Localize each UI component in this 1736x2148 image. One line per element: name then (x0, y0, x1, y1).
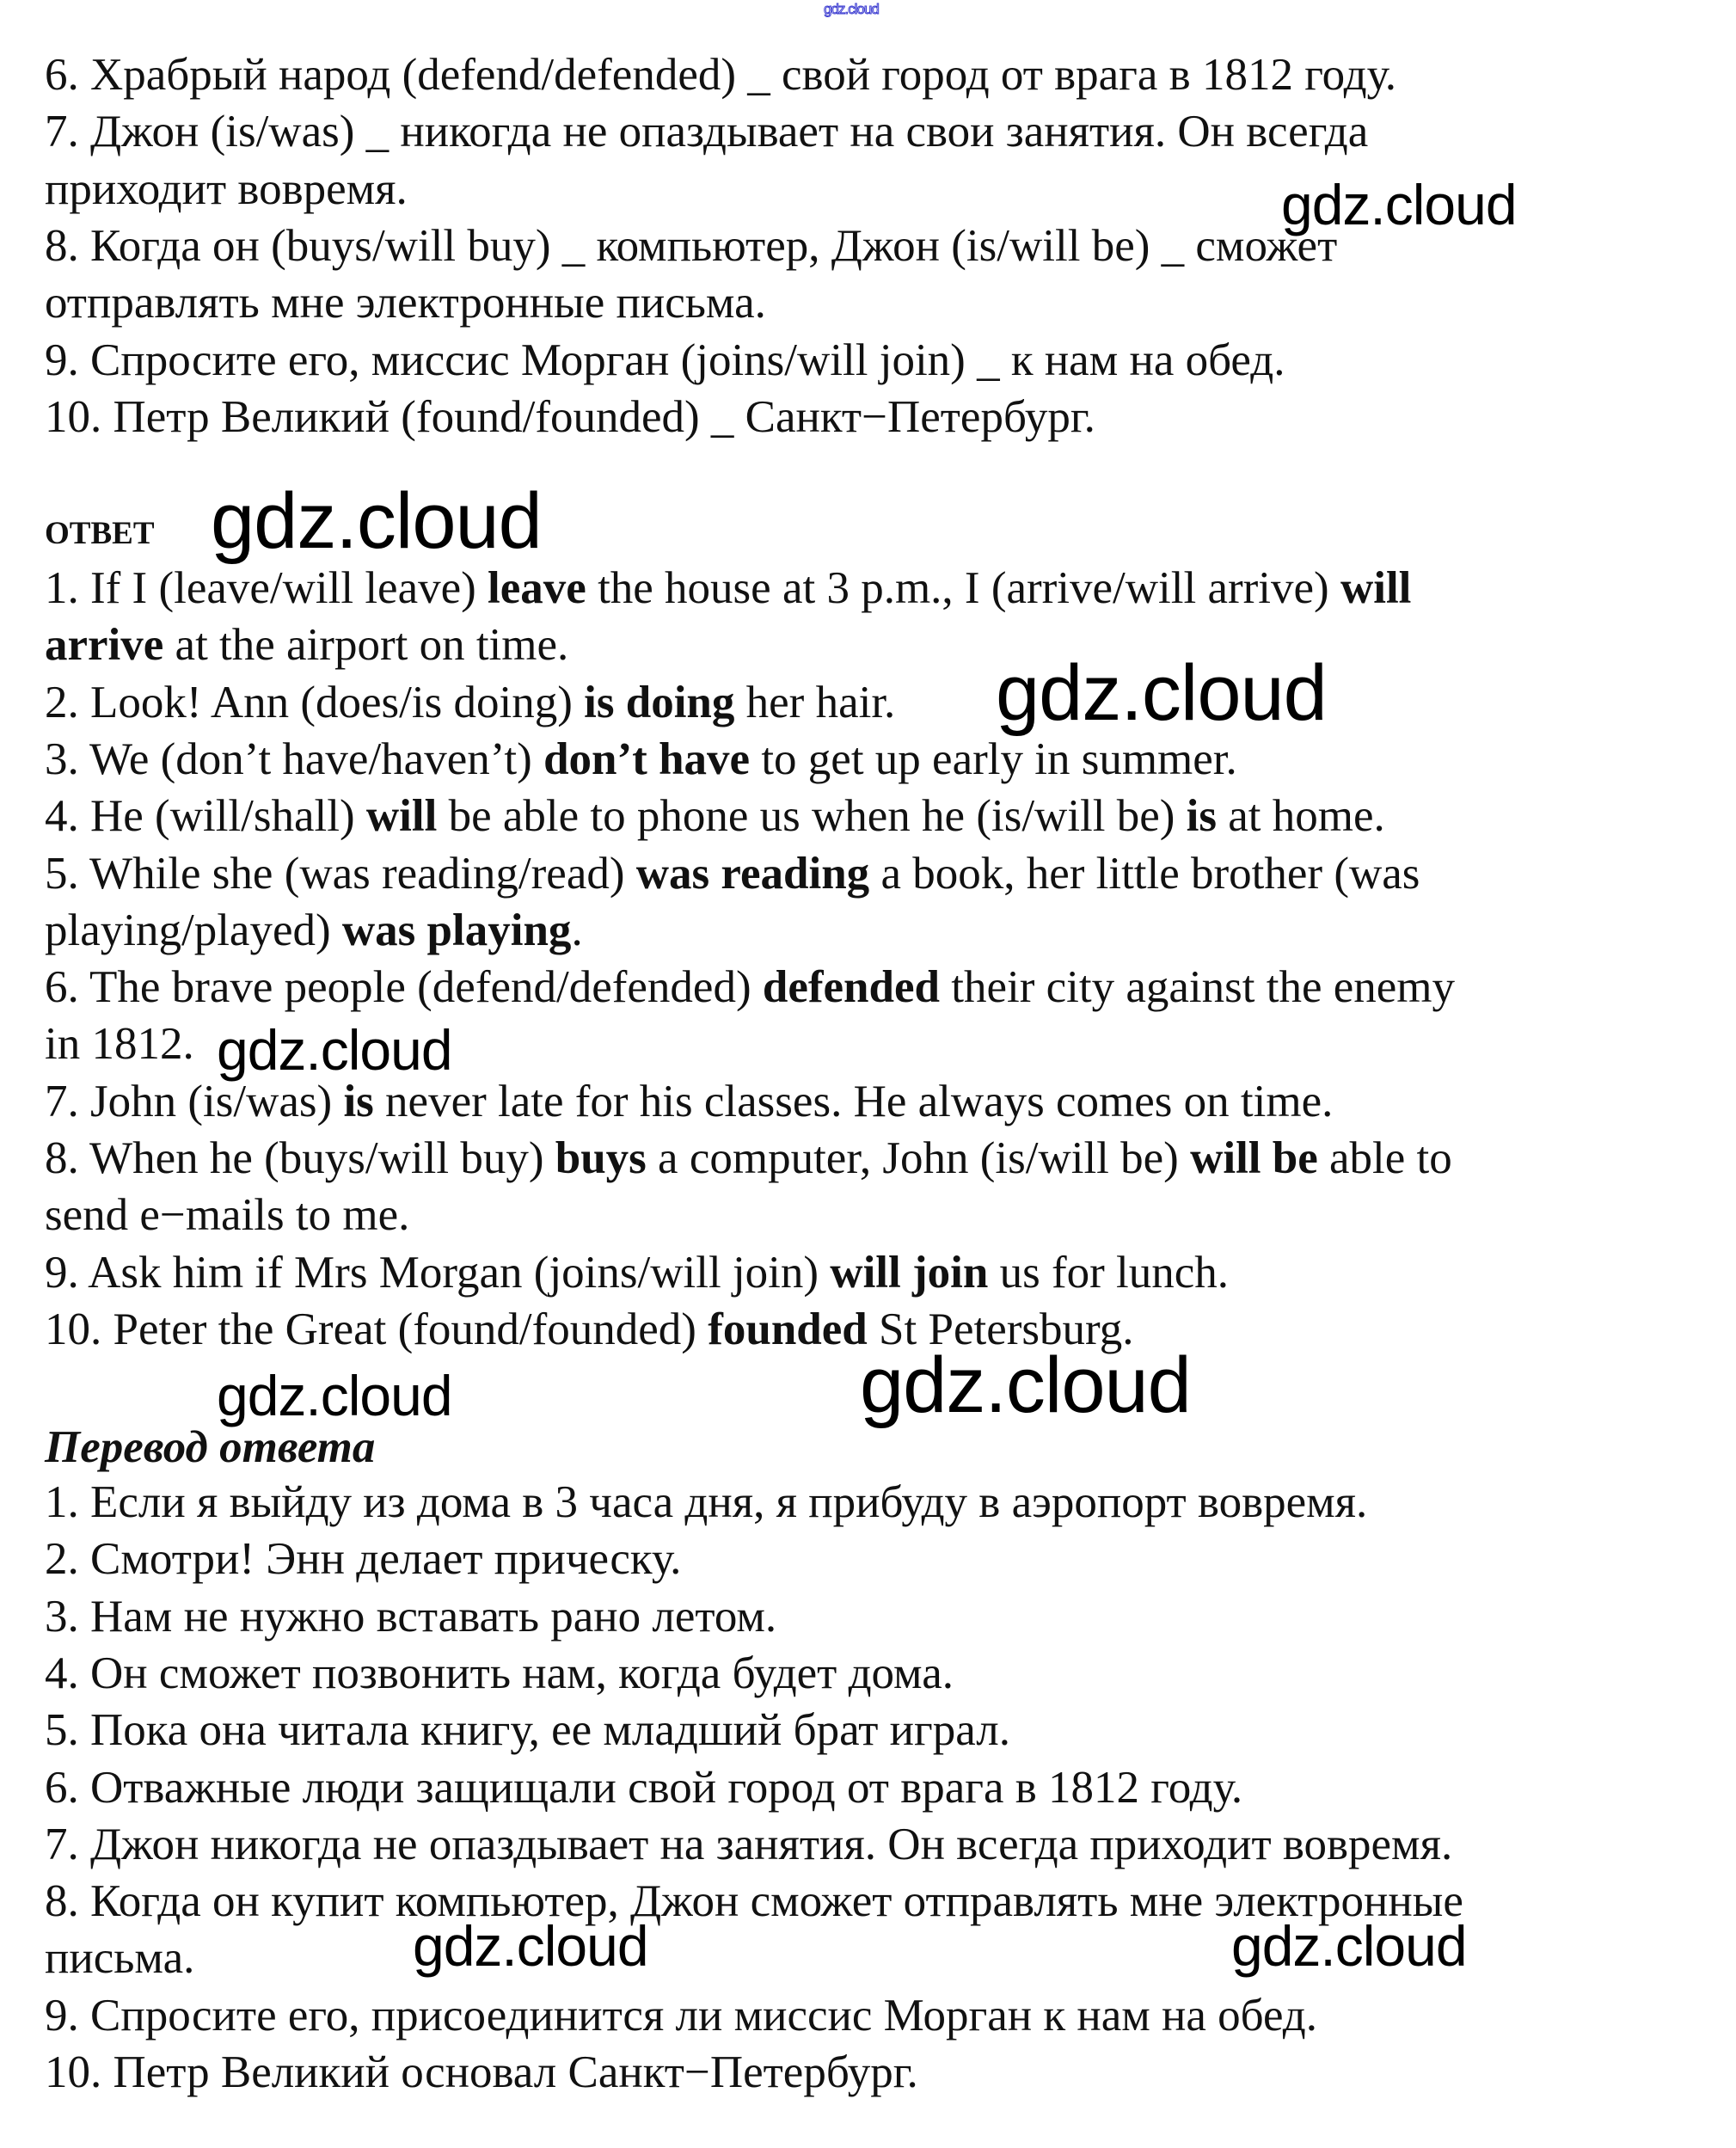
sentence-text: St Petersburg. (867, 1304, 1134, 1354)
sentence-text: us for lunch. (988, 1247, 1230, 1298)
sentence-text: 9. Ask him if Mrs Morgan (joins/will join) (45, 1247, 831, 1298)
watermark: gdz.cloud (824, 1, 879, 17)
sentence-text: 3. We (don’t have/haven’t) (45, 733, 544, 784)
task-line (45, 389, 1095, 445)
answer-line (45, 902, 583, 959)
sentence-text: be able to phone us when he (is/will be) (437, 791, 1187, 842)
sentence-text: their city against the enemy (940, 962, 1455, 1013)
answer-bold-text: will be (1190, 1133, 1318, 1183)
sentence-text: the house at 3 p.m., I (arrive/will arrive) (586, 563, 1340, 613)
watermark: gdz.cloud (860, 1341, 1191, 1429)
answer-line (45, 788, 1385, 844)
sentence-text: 5. While she (was reading/read) (45, 848, 636, 899)
sentence-text: never late for his classes. He always comes on time. (373, 1076, 1334, 1126)
answer-bold-text: was playing (341, 905, 572, 955)
sentence-text: 4. Он сможет позвонить нам, когда будет дома. (45, 1648, 954, 1698)
sentence-text: 9. Спросите его, миссис Морган (joins/will join) _ к нам на обед. (45, 334, 1285, 385)
watermark: gdz.cloud (217, 1018, 452, 1082)
sentence-text: playing/played) (45, 905, 342, 955)
task-line (45, 161, 408, 218)
sentence-text: able to (1317, 1133, 1452, 1183)
sentence-text: 10. Петр Великий основал Санкт−Петербург. (45, 2047, 918, 2097)
answer-line (45, 1016, 194, 1072)
sentence-text: 7. John (is/was) (45, 1076, 344, 1126)
sentence-text: 9. Спросите его, присоединится ли миссис Морган к нам на обед. (45, 1990, 1317, 2041)
answer-bold-text: defended (762, 962, 940, 1013)
translation-line (45, 1531, 681, 1587)
sentence-text: to get up early in summer. (750, 733, 1237, 784)
sentence-text: 2. Look! Ann (does/is doing) (45, 677, 585, 727)
sentence-text: 10. Peter the Great (found/founded) (45, 1304, 709, 1354)
watermark: gdz.cloud (1281, 173, 1517, 236)
sentence-text: in 1812. (45, 1019, 194, 1070)
answer-line (45, 674, 895, 731)
sentence-text: 7. Джон (is/was) _ никогда не опаздывает на свои занятия. Он всегда (45, 107, 1369, 157)
watermark: gdz.cloud (413, 1914, 648, 1978)
answer-bold-text: arrive (45, 620, 164, 671)
sentence-text: 1. If I (leave/will leave) (45, 563, 488, 613)
sentence-text: a book, her little brother (was (869, 848, 1420, 899)
translation-line (45, 1588, 776, 1645)
sentence-text: приходит вовремя. (45, 163, 408, 214)
answer-bold-text: buys (555, 1133, 647, 1183)
watermark: gdz.cloud (1231, 1914, 1467, 1978)
answer-bold-text: was reading (635, 848, 870, 899)
answer-bold-text: is (1186, 791, 1218, 842)
sentence-text: 8. When he (buys/will buy) (45, 1133, 555, 1183)
answer-bold-text: don’t have (543, 733, 751, 784)
sentence-text: 6. The brave people (defend/defended) (45, 962, 763, 1013)
sentence-text: 4. He (will/shall) (45, 791, 366, 842)
sentence-text: a computer, John (is/will be) (646, 1133, 1191, 1183)
sentence-text: письма. (45, 1933, 195, 1984)
translation-line (45, 1645, 954, 1702)
translation-line (45, 1987, 1317, 2044)
sentence-text: send e−mails to me. (45, 1190, 410, 1241)
sentence-text: at the airport on time. (163, 620, 569, 671)
answer-line (45, 1130, 1452, 1187)
task-line (45, 218, 1337, 274)
sentence-text: 8. Когда он купит компьютер, Джон сможет отправлять мне электронные (45, 1876, 1463, 1927)
sentence-text: 7. Джон никогда не опаздывает на занятия. Он всегда приходит вовремя. (45, 1819, 1453, 1869)
sentence-text: 8. Когда он (buys/will buy) _ компьютер, Джон (is/will be) _ сможет (45, 220, 1338, 271)
sentence-text: 5. Пока она читала книгу, ее младший брат играл. (45, 1705, 1010, 1756)
translation-heading: Перевод ответа (45, 1422, 376, 1472)
sentence-text: . (571, 905, 583, 955)
sentence-text: 1. Если я выйду из дома в 3 часа дня, я прибуду в аэропорт вовремя. (45, 1477, 1368, 1527)
task-line (45, 103, 1368, 160)
sentence-text: her hair. (734, 677, 896, 727)
answer-bold-text: founded (708, 1304, 868, 1354)
answer-line (45, 617, 568, 673)
answer-heading: ответ (45, 504, 155, 554)
answer-bold-text: will (1340, 563, 1412, 613)
sentence-text: 6. Отважные люди защищали свой город от врага в 1812 году. (45, 1762, 1243, 1813)
sentence-text: 3. Нам не нужно вставать рано летом. (45, 1591, 777, 1642)
answer-bold-text: leave (488, 563, 586, 613)
translation-line (45, 1816, 1452, 1873)
watermark: gdz.cloud (211, 477, 542, 565)
watermark: gdz.cloud (996, 649, 1327, 737)
watermark: gdz.cloud (217, 1364, 452, 1427)
translation-line (45, 1474, 1367, 1531)
answer-line (45, 1187, 409, 1243)
answer-bold-text: will join (830, 1247, 989, 1298)
answer-line (45, 845, 1420, 902)
sentence-text: отправлять мне электронные письма. (45, 278, 766, 328)
sentence-text: 6. Храбрый народ (defend/defended) _ свой город от врага в 1812 году. (45, 50, 1397, 100)
translation-line (45, 1759, 1242, 1816)
translation-line (45, 1702, 1010, 1758)
answer-line (45, 731, 1237, 788)
task-line (45, 46, 1396, 103)
answer-bold-text: will (365, 791, 438, 842)
answer-bold-text: is doing (584, 677, 735, 727)
sentence-text: at home. (1217, 791, 1385, 842)
sentence-text: 10. Петр Великий (found/founded) _ Санкт−Петербург. (45, 391, 1095, 442)
task-line (45, 332, 1285, 389)
answer-line (45, 560, 1411, 617)
translation-line (45, 1930, 194, 1986)
answer-line (45, 959, 1455, 1016)
translation-line (45, 2044, 918, 2101)
sentence-text: 2. Смотри! Энн делает прическу. (45, 1534, 682, 1585)
answer-bold-text: is (343, 1076, 374, 1126)
task-line (45, 274, 766, 331)
answer-line (45, 1244, 1229, 1301)
